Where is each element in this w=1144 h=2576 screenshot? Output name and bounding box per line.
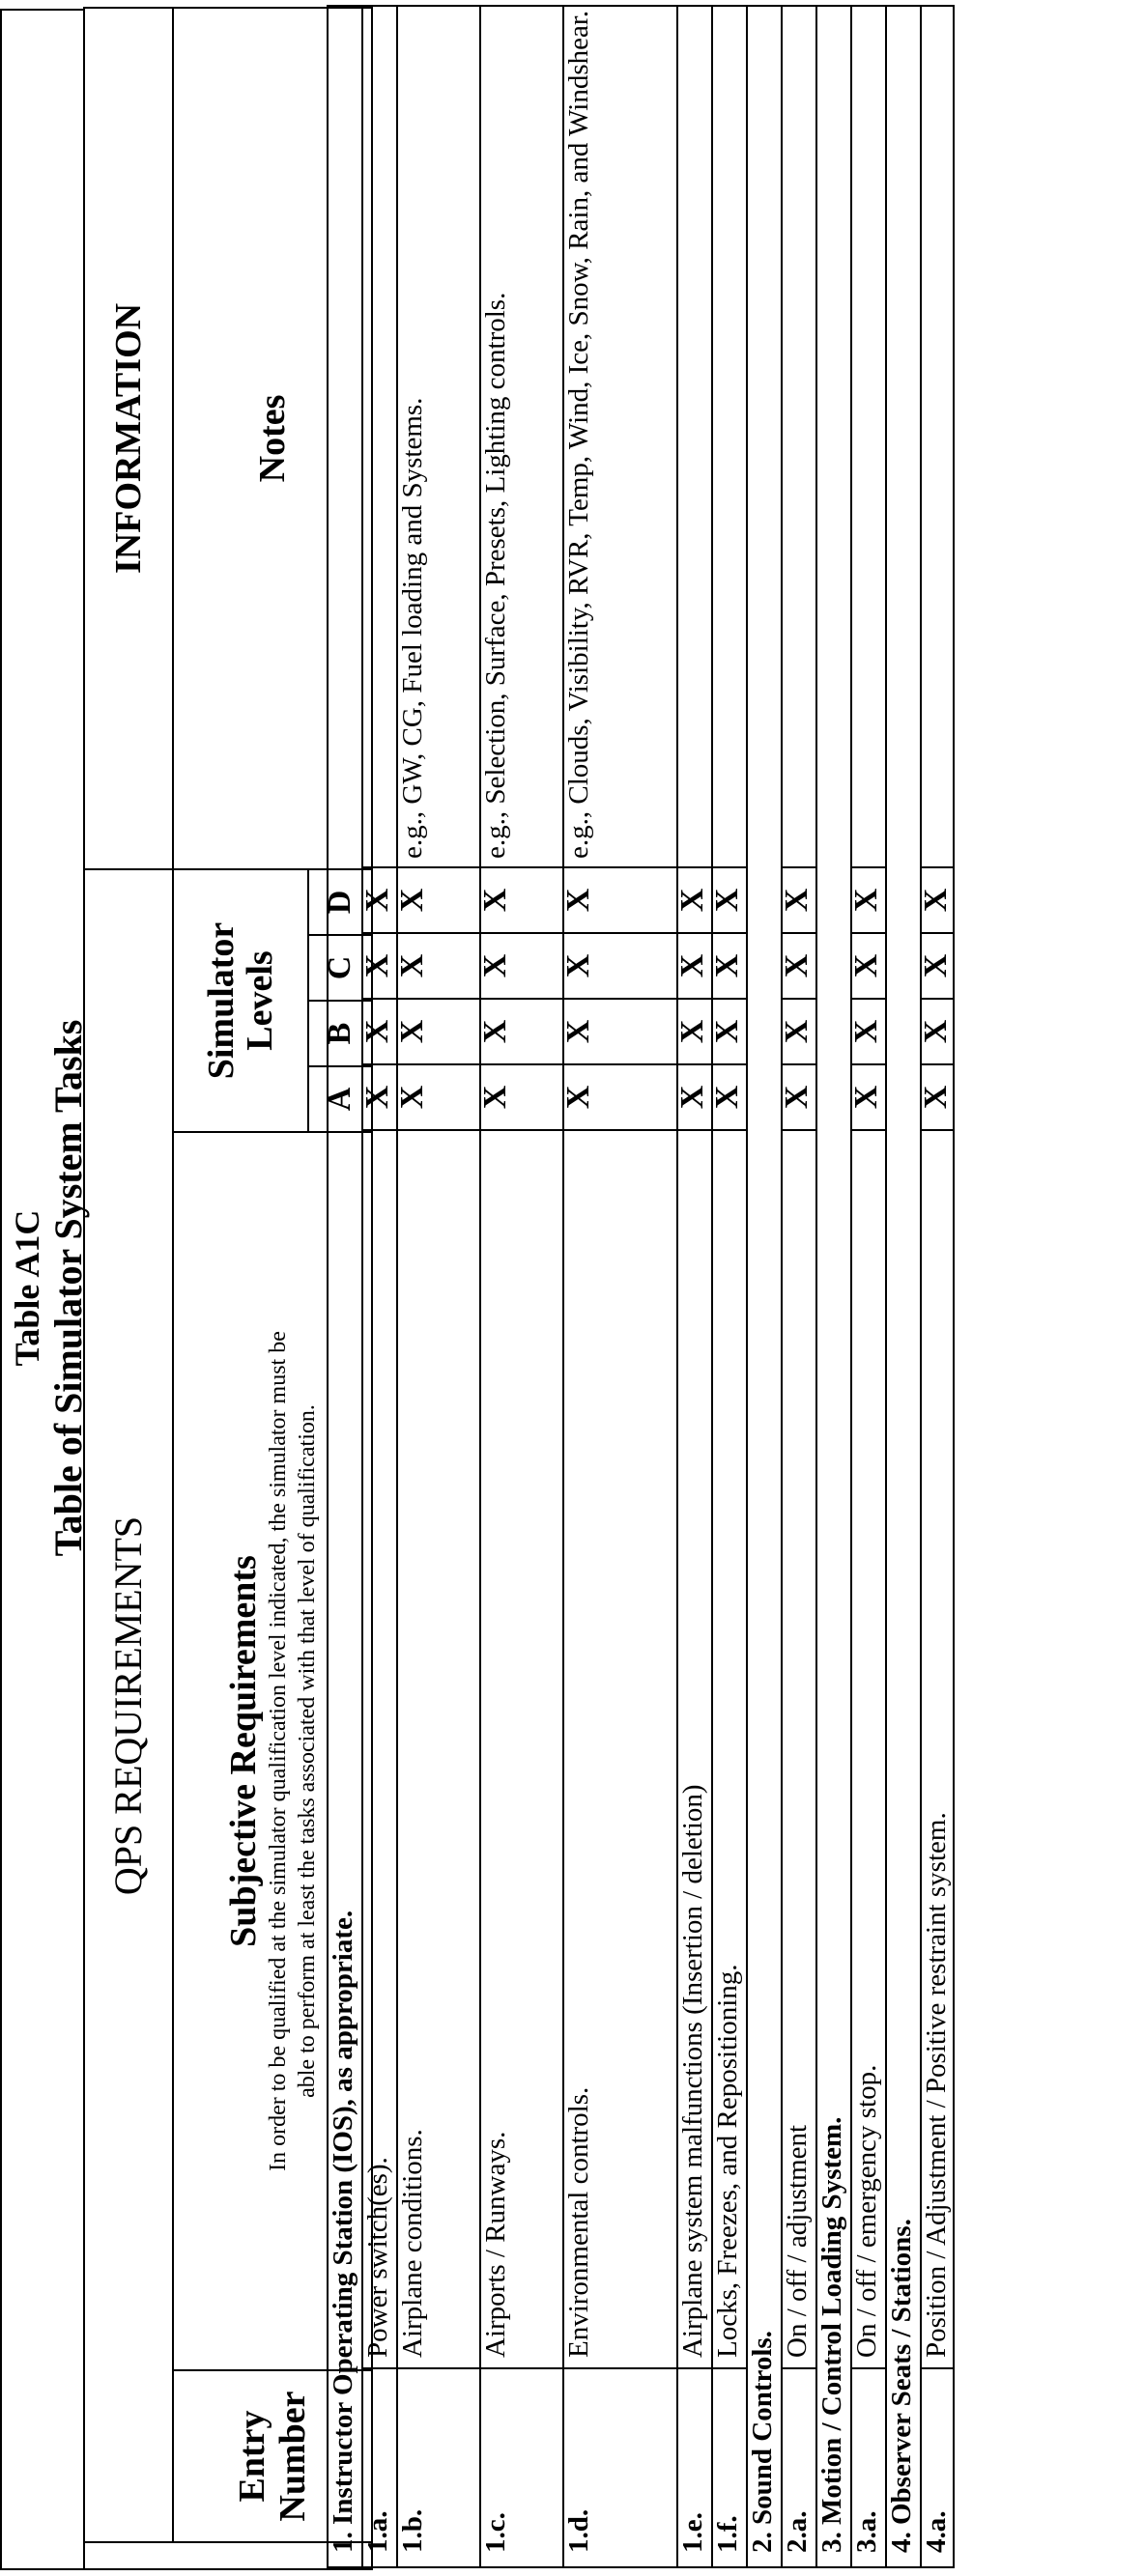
level-c-cell: X [563,933,677,999]
level-c-cell: X [782,933,816,999]
entry-number-cell: 1.d. [563,2368,677,2567]
level-b-cell: X [362,999,397,1064]
level-b-heading: B [308,1001,372,1066]
entry-number-line2: Number [272,2391,314,2522]
level-a-cell: X [851,1064,886,1130]
entry-number-cell: 1.e. [677,2368,712,2567]
subjective-text-line1: In order to be qualified at the simulator qualification level indicated, the simulator must be [266,1331,292,2171]
simulator-levels-line2: Levels [240,950,281,1051]
level-a-cell: X [563,1064,677,1130]
entry-number-cell: 2.a. [782,2368,816,2567]
requirement-cell: On / off / adjustment [782,1130,816,2368]
level-d-cell: X [397,867,480,933]
section-row [886,6,921,2567]
notes-cell: e.g., Clouds, Visibility, RVR, Temp, Wind, Ice, Snow, Rain, and Windshear. [563,6,677,867]
notes-cell: e.g., GW, CG, Fuel loading and Systems. [397,6,480,867]
entry-number-line1: Entry [232,2410,273,2503]
section-heading: 2. Sound Controls. [747,6,782,2567]
level-d-cell: X [851,867,886,933]
level-b-cell: X [563,999,677,1064]
simulator-levels-line1: Simulator [201,921,243,1080]
requirement-cell: Airplane conditions. [397,1130,480,2368]
information-heading: INFORMATION [84,8,173,869]
notes-cell [851,6,886,867]
level-d-cell: X [362,867,397,933]
level-a-cell: X [480,1064,563,1130]
level-d-cell: X [563,867,677,933]
requirement-cell: On / off / emergency stop. [851,1130,886,2368]
level-a-cell: X [782,1064,816,1130]
level-d-cell: X [712,867,747,933]
table-row [563,6,677,2567]
qps-requirements-heading: QPS REQUIREMENTS [84,869,173,2542]
notes-cell [921,6,954,867]
title-block [0,0,97,2576]
level-b-cell: X [480,999,563,1064]
table-row [480,6,563,2567]
entry-number-cell: 1.b. [397,2368,480,2567]
level-c-cell: X [712,933,747,999]
section-row [328,6,362,2567]
table-title: Table of Simulator System Tasks [46,1019,90,1557]
notes-heading: Notes [173,8,372,869]
table-id: Table A1C [8,1209,46,1367]
entry-number-cell: 1.c. [480,2368,563,2567]
section-row [747,6,782,2567]
level-d-cell: X [480,867,563,933]
requirement-cell: Power switch(es). [362,1130,397,2368]
level-b-cell: X [851,999,886,1064]
level-b-cell: X [712,999,747,1064]
tasks-table [327,5,955,2568]
table-row [362,6,397,2567]
level-c-cell: X [677,933,712,999]
section-heading: 1. Instructor Operating Station (IOS), as appropriate. [328,6,362,2567]
level-d-cell: X [782,867,816,933]
entry-number-cell: 1.a. [362,2368,397,2567]
section-heading: 4. Observer Seats / Stations. [886,6,921,2567]
section-row [816,6,851,2567]
table-row [851,6,886,2567]
requirement-cell: Airports / Runways. [480,1130,563,2368]
level-c-cell: X [397,933,480,999]
level-d-cell: X [677,867,712,933]
section-heading: 3. Motion / Control Loading System. [816,6,851,2567]
notes-cell [782,6,816,867]
level-c-cell: X [921,933,954,999]
level-c-cell: X [362,933,397,999]
level-d-heading: D [308,869,372,935]
notes-cell [712,6,747,867]
notes-cell [677,6,712,867]
entry-number-cell: 1.f. [712,2368,747,2567]
level-b-cell: X [782,999,816,1064]
level-a-cell: X [712,1064,747,1130]
level-a-cell: X [397,1064,480,1130]
entry-number-cell: 4.a. [921,2368,954,2567]
entry-number-cell: 3.a. [851,2368,886,2567]
requirement-cell: Airplane system malfunctions (Insertion / deletion) [677,1130,712,2368]
level-b-cell: X [397,999,480,1064]
table-row [397,6,480,2567]
level-b-cell: X [677,999,712,1064]
requirement-cell: Environmental controls. [563,1130,677,2368]
subjective-title: Subjective Requirements [223,1555,265,1947]
level-c-cell: X [851,933,886,999]
notes-cell [362,6,397,867]
level-a-heading: A [308,1066,372,1132]
table-row [712,6,747,2567]
level-a-cell: X [921,1064,954,1130]
subjective-text-line2: able to perform at least the tasks associated with that level of qualification. [295,1404,321,2098]
notes-cell: e.g., Selection, Surface, Presets, Lighting controls. [480,6,563,867]
level-c-heading: C [308,935,372,1001]
simulator-levels-heading [173,869,308,1132]
level-c-cell: X [480,933,563,999]
level-b-cell: X [921,999,954,1064]
table-row [782,6,816,2567]
level-a-cell: X [677,1064,712,1130]
requirement-cell: Locks, Freezes, and Repositioning. [712,1130,747,2368]
table-row [921,6,954,2567]
level-d-cell: X [921,867,954,933]
requirement-cell: Position / Adjustment / Positive restraint system. [921,1130,954,2368]
table-row [677,6,712,2567]
level-a-cell: X [362,1064,397,1130]
